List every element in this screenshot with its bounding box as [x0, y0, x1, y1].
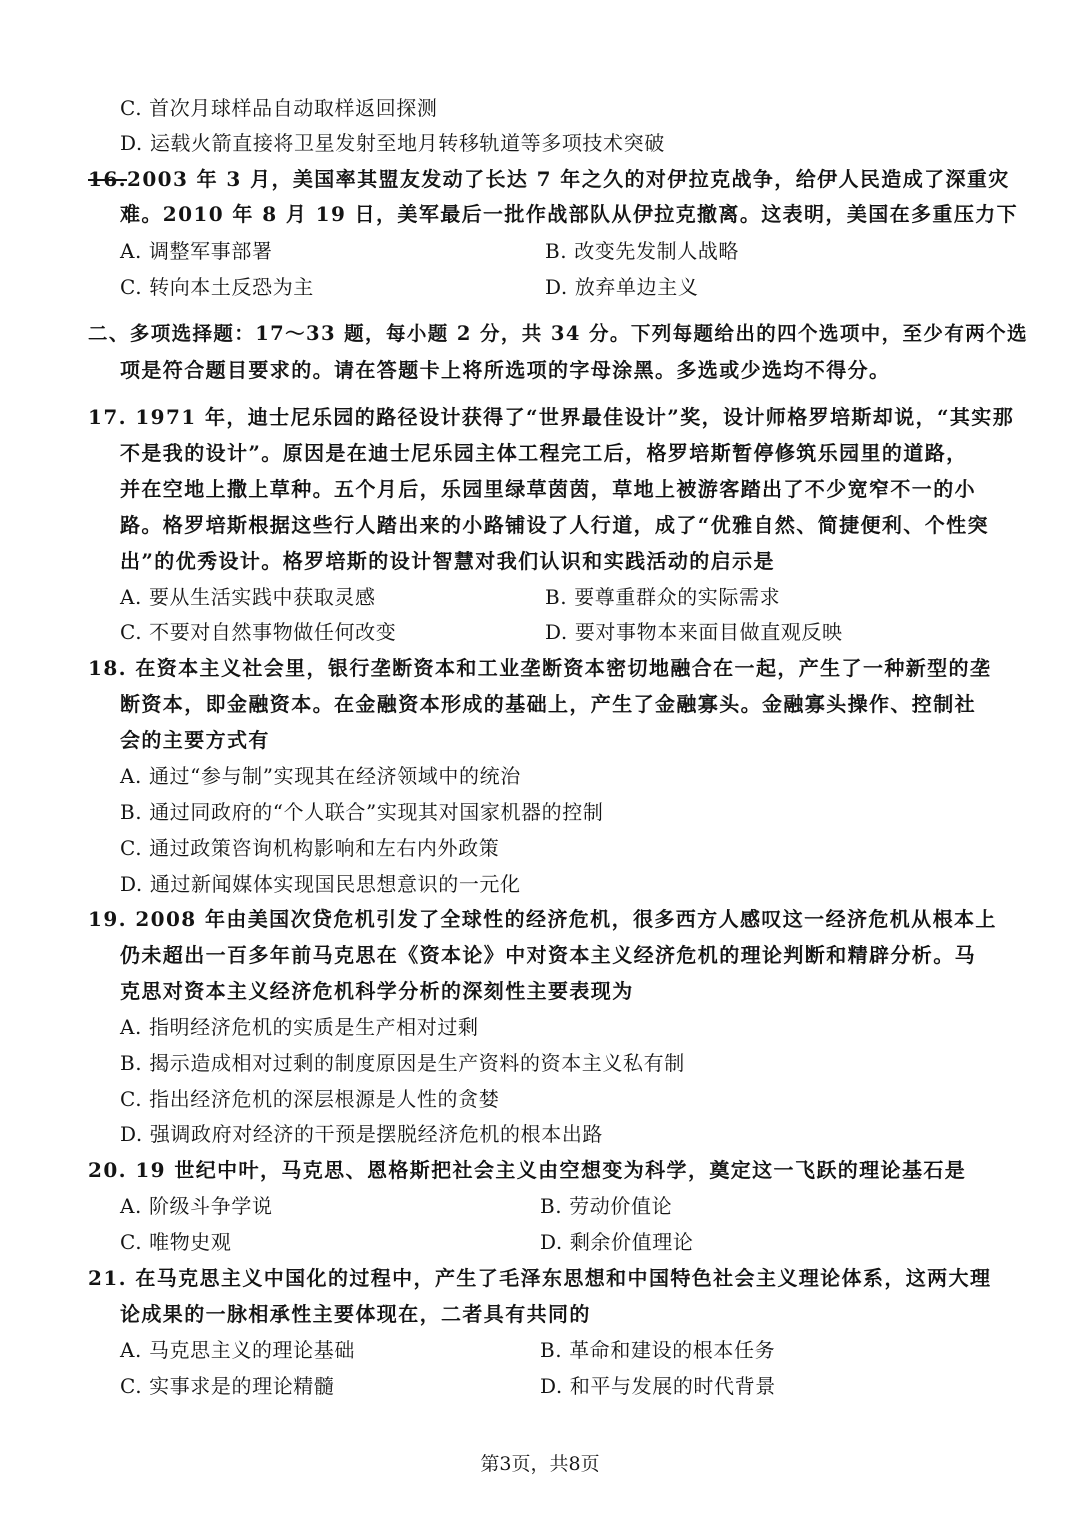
q21-option-c: C. 实事求是的理论精髓 — [120, 1374, 335, 1398]
q20-stem-line1: 20. 19 世纪中叶，马克思、恩格斯把社会主义由空想变为科学，奠定这一飞跃的理论基石是 — [88, 1158, 967, 1182]
q20-option-d: D. 剩余价值理论 — [540, 1230, 694, 1254]
q17-option-a: A. 要从生活实践中获取灵感 — [120, 585, 376, 609]
q18-option-c: C. 通过政策咨询机构影响和左右内外政策 — [120, 836, 500, 860]
q21-stem-line2: 论成果的一脉相承性主要体现在，二者具有共同的 — [120, 1302, 591, 1326]
q19-option-a: A. 指明经济危机的实质是生产相对过剩 — [120, 1015, 479, 1039]
q15-option-d: D. 运载火箭直接将卫星发射至地月转移轨道等多项技术突破 — [120, 131, 665, 155]
q17-stem-line1: 17. 1971 年，迪士尼乐园的路径设计获得了“世界最佳设计”奖，设计师格罗培斯却说，“其实那 — [88, 405, 1015, 429]
q20-option-c: C. 唯物史观 — [120, 1230, 232, 1254]
q16-stem-line1 — [88, 167, 1010, 191]
q18-stem-line1: 18. 在资本主义社会里，银行垄断资本和工业垄断资本密切地融合在一起，产生了一种新型的垄 — [88, 656, 992, 680]
q18-option-b: B. 通过同政府的“个人联合”实现其对国家机器的控制 — [120, 800, 604, 824]
q16-stem-text: 2003 年 3 月，美国率其盟友发动了长达 7 年之久的对伊拉克战争，给伊人民造成了深重灾 — [127, 167, 1010, 191]
q19-stem-line2: 仍未超出一百多年前马克思在《资本论》中对资本主义经济危机的理论判断和精辟分析。马 — [120, 943, 976, 967]
q19-stem-line1: 19. 2008 年由美国次贷危机引发了全球性的经济危机，很多西方人感叹这一经济危机从根本上 — [88, 907, 997, 931]
q16-option-b: B. 改变先发制人战略 — [545, 239, 740, 263]
q21-option-d: D. 和平与发展的时代背景 — [540, 1374, 776, 1398]
q19-option-c: C. 指出经济危机的深层根源是人性的贪婪 — [120, 1087, 500, 1111]
q18-stem-line3: 会的主要方式有 — [120, 728, 270, 752]
page-number-footer: 第3页，共8页 — [480, 1453, 600, 1475]
q18-option-a: A. 通过“参与制”实现其在经济领域中的统治 — [120, 764, 521, 788]
q21-option-a: A. 马克思主义的理论基础 — [120, 1338, 355, 1362]
q19-option-d: D. 强调政府对经济的干预是摆脱经济危机的根本出路 — [120, 1122, 604, 1146]
q17-option-d: D. 要对事物本来面目做直观反映 — [545, 620, 843, 644]
q19-option-b: B. 揭示造成相对过剩的制度原因是生产资料的资本主义私有制 — [120, 1051, 685, 1075]
section2-instructions-line2: 项是符合题目要求的。请在答题卡上将所选项的字母涂黑。多选或少选均不得分。 — [120, 358, 891, 382]
q17-stem-line4: 路。格罗培斯根据这些行人踏出来的小路铺设了人行道，成了“优雅自然、简捷便利、个性突 — [120, 513, 989, 537]
section2-instructions-line1: 二、多项选择题：17～33 题，每小题 2 分，共 34 分。下列每题给出的四个选项中，至少有两个选 — [88, 322, 1028, 345]
q17-stem-line3: 并在空地上撒上草种。五个月后，乐园里绿草茵茵，草地上被游客踏出了不少宽窄不一的小 — [120, 477, 976, 501]
q16-option-c: C. 转向本土反恐为主 — [120, 275, 314, 299]
q21-stem-line1: 21. 在马克思主义中国化的过程中，产生了毛泽东思想和中国特色社会主义理论体系，这两大理 — [88, 1266, 992, 1290]
q18-stem-line2: 断资本，即金融资本。在金融资本形成的基础上，产生了金融寡头。金融寡头操作、控制社 — [120, 692, 976, 716]
q17-stem-line5: 出”的优秀设计。格罗培斯的设计智慧对我们认识和实践活动的启示是 — [120, 549, 775, 573]
q20-option-b: B. 劳动价值论 — [540, 1194, 673, 1218]
q16-option-a: A. 调整军事部署 — [120, 239, 273, 263]
q16-option-d: D. 放弃单边主义 — [545, 275, 699, 299]
q17-option-b: B. 要尊重群众的实际需求 — [545, 585, 781, 609]
q15-option-c: C. 首次月球样品自动取样返回探测 — [120, 96, 438, 120]
q19-stem-line3: 克思对资本主义经济危机科学分析的深刻性主要表现为 — [120, 979, 634, 1003]
q18-option-d: D. 通过新闻媒体实现国民思想意识的一元化 — [120, 872, 521, 896]
q17-stem-line2: 不是我的设计”。原因是在迪士尼乐园主体工程完工后，格罗培斯暂停修筑乐园里的道路， — [120, 441, 968, 465]
q17-option-c: C. 不要对自然事物做任何改变 — [120, 620, 397, 644]
q21-option-b: B. 革命和建设的根本任务 — [540, 1338, 776, 1362]
q20-option-a: A. 阶级斗争学说 — [120, 1194, 273, 1218]
q16-stem-line2: 难。2010 年 8 月 19 日，美军最后一批作战部队从伊拉克撤离。这表明，美国在多重压力下 — [120, 202, 1019, 226]
q16-number: 16. — [88, 167, 127, 191]
